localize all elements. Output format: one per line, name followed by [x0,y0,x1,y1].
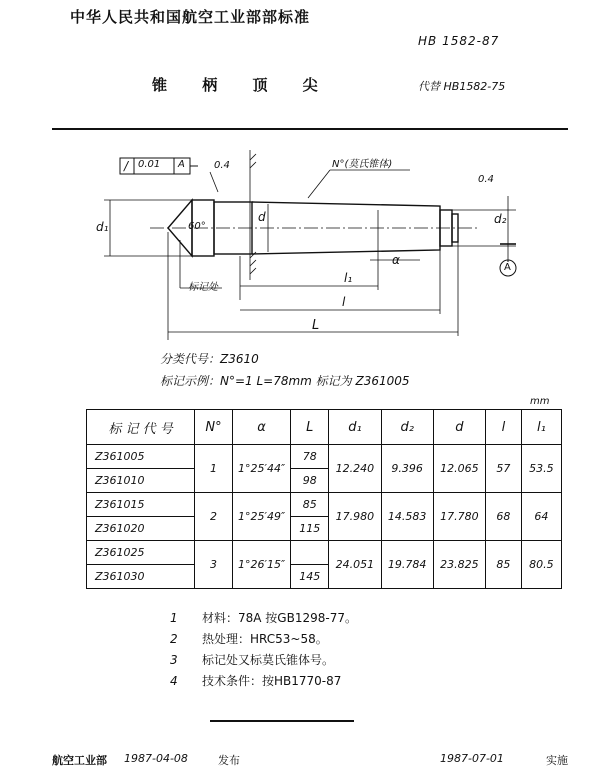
col-header: d [433,410,485,445]
alpha-cell: 1°25′44″ [232,445,290,493]
code-cell: Z361030 [87,565,195,589]
table-unit: mm [530,396,550,407]
col-header: d₁ [329,410,381,445]
notes-end-rule [210,720,354,722]
standard-number: HB 1582-87 [418,34,500,48]
org-title: 中华人民共和国航空工业部部标准 [70,8,311,26]
L-cell: 98 [291,469,329,493]
dim-L: L [312,318,320,333]
note-number: 2 [170,632,178,646]
roughness-right: 0.4 [478,174,494,185]
table-row [87,493,562,517]
code-cell: Z361010 [87,469,195,493]
d1-cell: 17.980 [329,493,381,541]
L-cell [291,541,329,565]
d-cell: 12.065 [433,445,485,493]
l-cell: 57 [486,445,522,493]
no-cell: 2 [195,493,233,541]
L-cell: 78 [291,445,329,469]
l-cell: 85 [486,541,522,589]
code-cell: Z361025 [87,541,195,565]
issue-date: 1987-04-08 [124,752,188,765]
angle-label: 60° [188,221,206,232]
spec-table [86,409,562,589]
L-cell: 145 [291,565,329,589]
d1-cell: 12.240 [329,445,381,493]
d2-cell: 9.396 [381,445,433,493]
taper-note: N°(莫氏锥体) [332,159,393,170]
code-cell: Z361020 [87,517,195,541]
d-cell: 23.825 [433,541,485,589]
notes-list [170,608,357,692]
dim-d: d [258,210,266,224]
no-cell: 3 [195,541,233,589]
dim-d1: d₁ [96,220,109,234]
d1-cell: 24.051 [329,541,381,589]
col-header: d₂ [381,410,433,445]
note-text: 材料：78A 按GB1298-77。 [202,611,357,625]
marking-label: 标记处 [188,282,218,293]
implementation-label: 实施 [546,754,568,767]
header-rule [52,128,568,130]
col-header: L [291,410,329,445]
note-item [170,671,357,692]
table-row [87,541,562,565]
issuer: 航空工业部 [52,754,107,767]
l-cell: 68 [486,493,522,541]
dim-l1: l₁ [344,271,353,285]
dim-l: l [342,295,346,309]
roughness-left: 0.4 [214,160,230,171]
note-text: 标记处又标莫氏锥体号。 [202,653,335,667]
document-title: 锥 柄 顶 尖 [152,76,333,94]
col-header: α [232,410,290,445]
note-number: 4 [170,674,178,688]
dim-d2: d₂ [494,212,507,226]
alpha-cell: 1°25′49″ [232,493,290,541]
note-number: 3 [170,653,178,667]
dim-alpha: α [392,253,400,267]
taper-body [252,202,440,254]
tolerance-value: 0.01 [138,159,161,170]
note-item [170,629,357,650]
l1-cell: 53.5 [521,445,561,493]
issue-label: 发布 [218,754,240,767]
L-cell: 115 [291,517,329,541]
table-row [87,445,562,469]
code-cell: Z361005 [87,445,195,469]
col-header: l [486,410,522,445]
alpha-cell: 1°26′15″ [232,541,290,589]
col-header: l₁ [521,410,561,445]
note-text: 热处理：HRC53~58。 [202,632,328,646]
note-item [170,608,357,629]
col-header: 标 记 代 号 [87,410,195,445]
implementation-date: 1987-07-01 [440,752,504,765]
code-cell: Z361015 [87,493,195,517]
note-text: 技术条件：按HB1770-87 [202,674,342,688]
d-cell: 17.780 [433,493,485,541]
replaces-standard: 代替 HB1582-75 [418,80,506,93]
col-header: N° [195,410,233,445]
l1-cell: 64 [521,493,561,541]
note-number: 1 [170,611,178,625]
tang-end [452,214,458,242]
marking-example: 标记示例：N°=1 L=78mm 标记为 Z361005 [160,374,410,388]
class-code: 分类代号：Z3610 [160,352,259,366]
tolerance-symbol: / [124,159,129,173]
tolerance-datum: A [178,159,185,170]
datum-a-label: A [504,262,511,273]
note-item [170,650,357,671]
table-header-row [87,410,562,445]
d2-cell: 14.583 [381,493,433,541]
no-cell: 1 [195,445,233,493]
l1-cell: 80.5 [521,541,561,589]
d2-cell: 19.784 [381,541,433,589]
L-cell: 85 [291,493,329,517]
